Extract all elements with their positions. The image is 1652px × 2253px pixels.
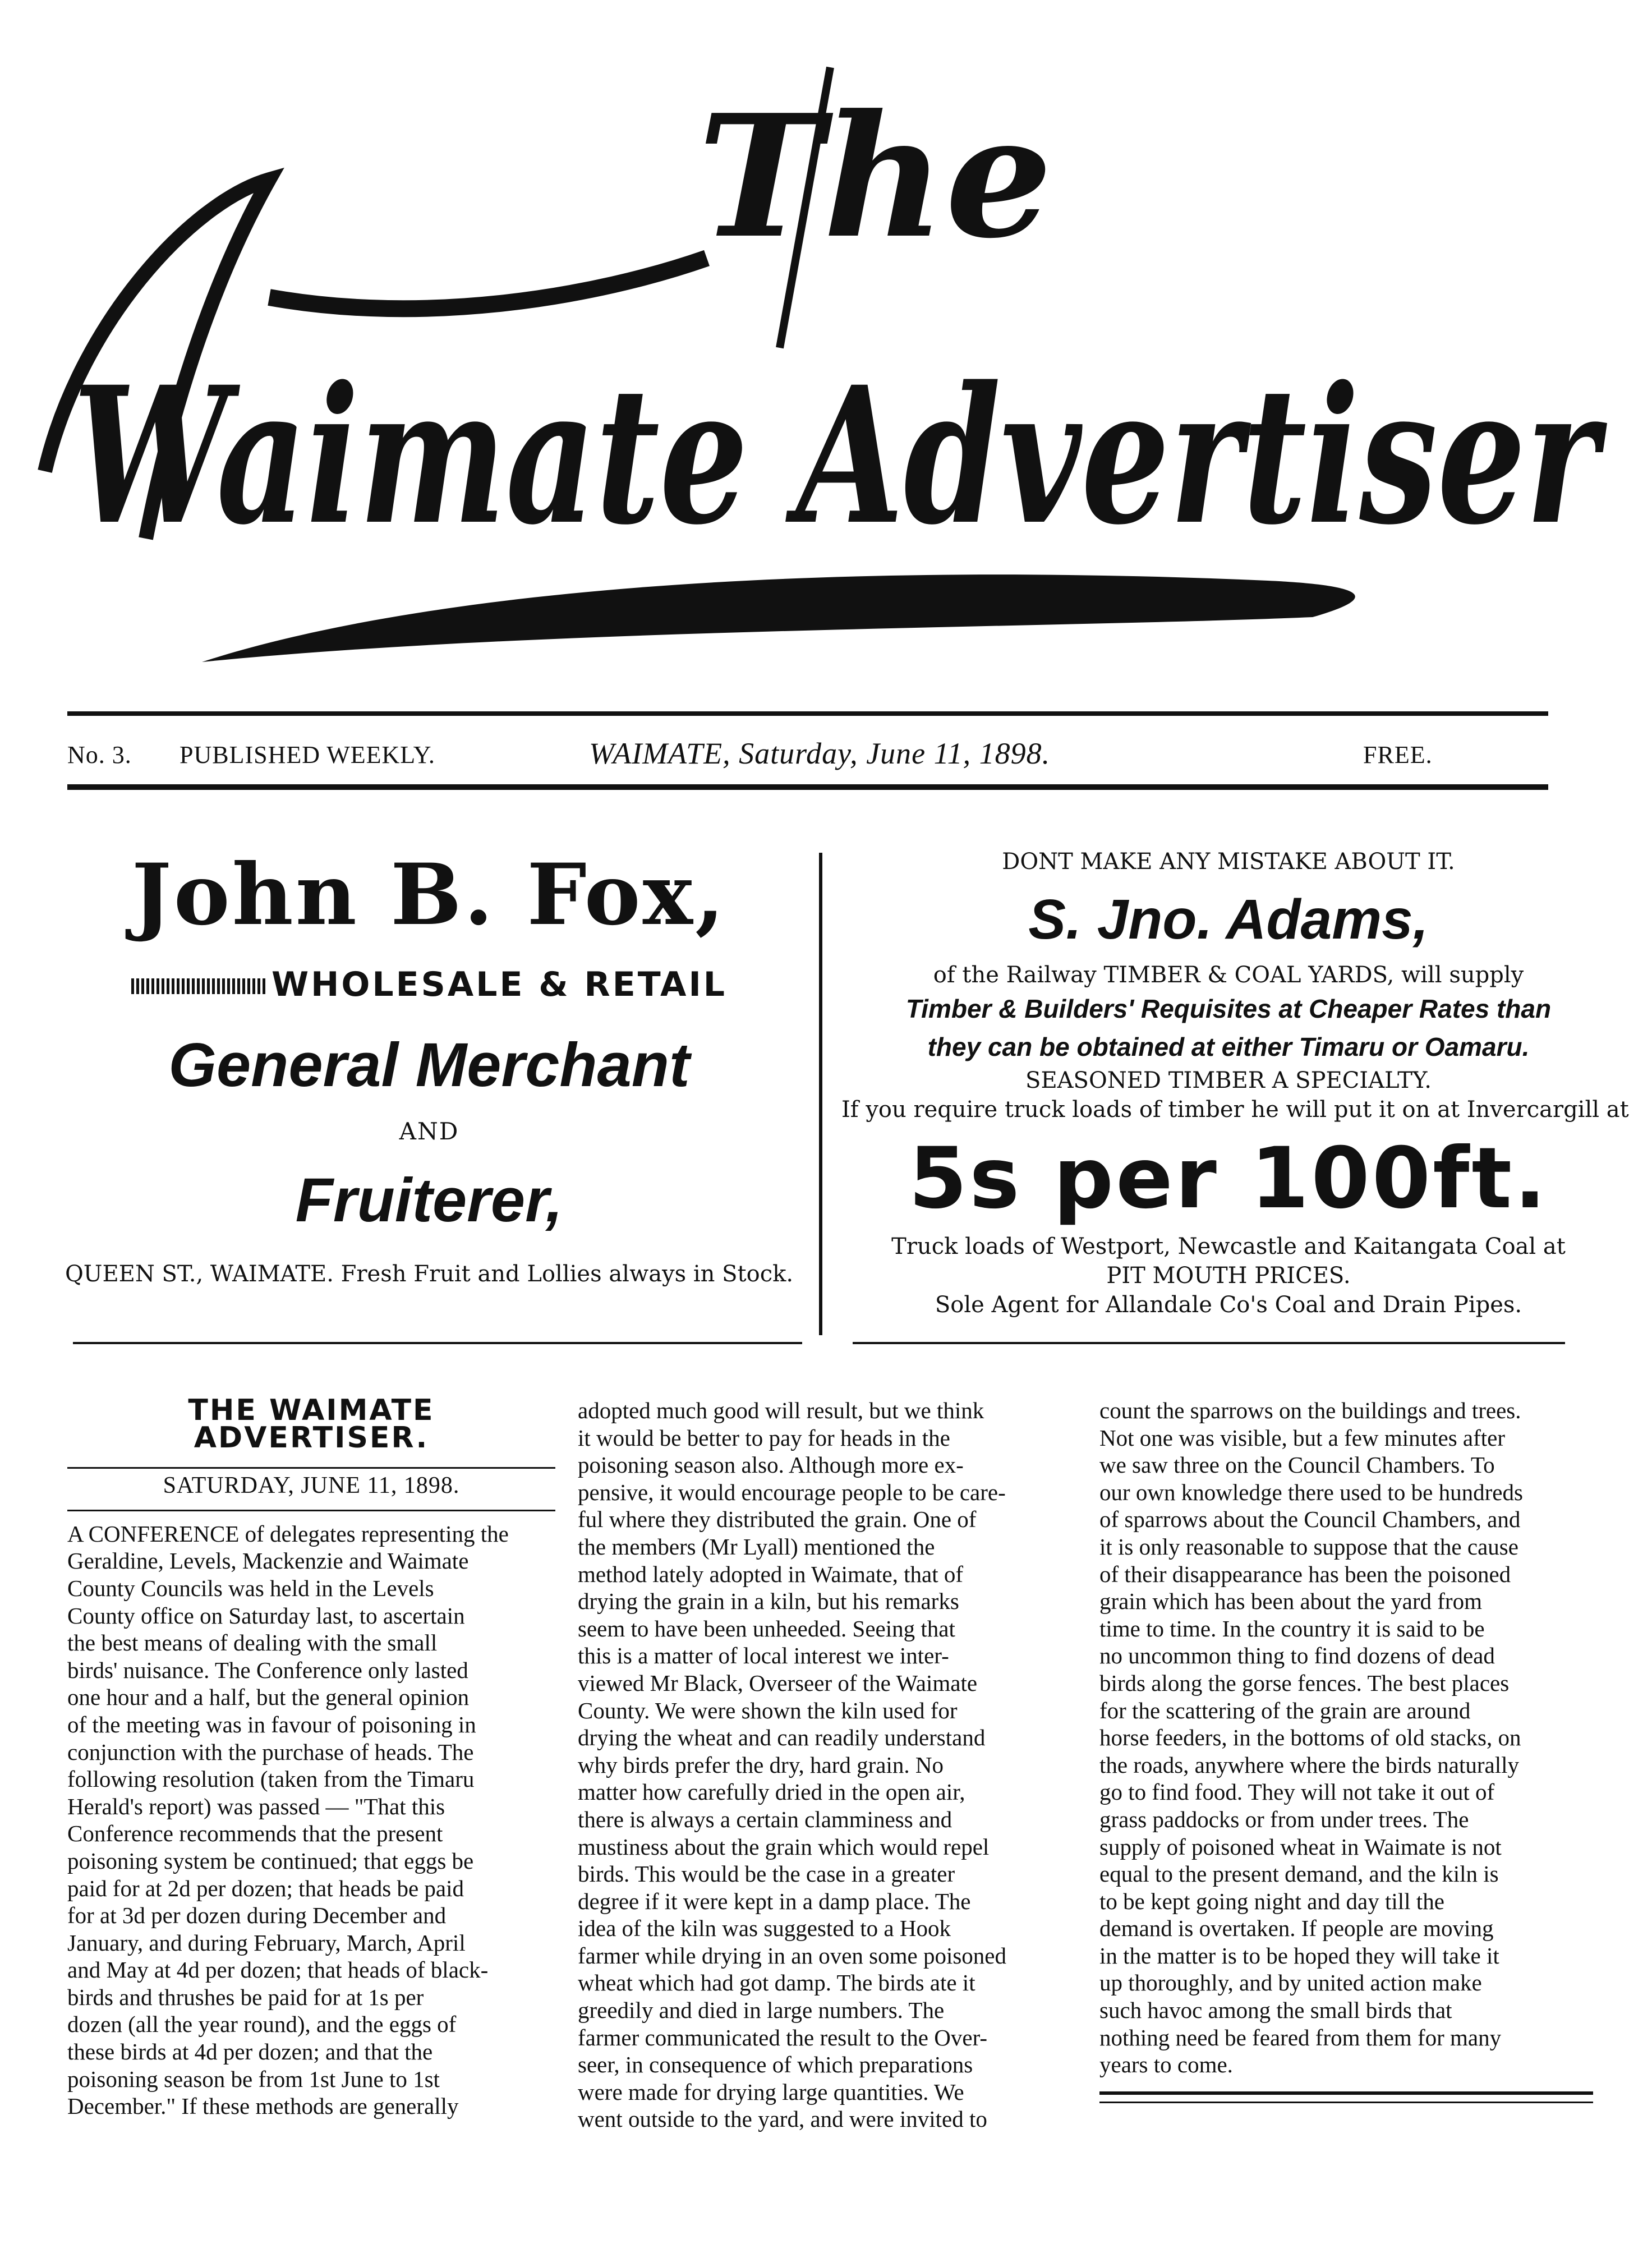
article-line: one hour and a half, but the general opinion: [67, 1684, 470, 1711]
article-line: there is always a certain clamminess and: [578, 1806, 952, 1832]
article-line: grass paddocks or from under trees. The: [1099, 1806, 1469, 1832]
article-line: horse feeders, in the bottoms of old stacks, on: [1099, 1725, 1521, 1751]
article-line: ful where they distributed the grain. One of: [578, 1506, 977, 1533]
masthead-title-the: The: [697, 77, 1053, 275]
fox-trade-ornament: [131, 978, 266, 994]
article-line: we saw three on the Council Chambers. To: [1099, 1452, 1495, 1478]
fox-role-fruiterer: Fruiterer,: [295, 1166, 563, 1235]
dateline-rule-bottom: [67, 784, 1548, 790]
fox-trade: [45, 965, 813, 1004]
article-line: poisoning season also. Although more ex-: [578, 1452, 964, 1478]
article-line: for the scattering of the grain are around: [1099, 1697, 1471, 1723]
article-line: mustiness about the grain which would repel: [578, 1833, 990, 1860]
article-line: greedily and died in large numbers. The: [578, 1997, 945, 2024]
ad-rule-right: [853, 1342, 1565, 1344]
masthead-logo: [34, 34, 1621, 684]
article-line: dozen (all the year round), and the eggs of: [67, 2011, 457, 2038]
article-line: matter how carefully dried in the open air,: [578, 1779, 965, 1805]
article-line: of the meeting was in favour of poisoning in: [67, 1711, 476, 1737]
article-line: were made for drying large quantities. We: [578, 2079, 964, 2105]
article-line: to be kept going night and day till the: [1099, 1888, 1444, 1914]
adams-line3: they can be obtained at either Timaru or Oamaru.: [927, 1032, 1530, 1061]
article-line: seem to have been unheeded. Seeing that: [578, 1615, 955, 1642]
fox-trade-label: WHOLESALE & RETAIL: [271, 965, 728, 1004]
article-line: method lately adopted in Waimate, that of: [578, 1561, 964, 1587]
article-line: it would be better to pay for heads in the: [578, 1424, 950, 1451]
dateline-rule-top: [67, 711, 1548, 716]
article-line: nothing need be feared from them for many: [1099, 2024, 1502, 2050]
article-line: pensive, it would encourage people to be care-: [578, 1479, 1006, 1505]
fox-role-merchant: General Merchant: [168, 1031, 690, 1100]
article-line: in the matter is to be hoped they will take it: [1099, 1942, 1499, 1969]
article-line: farmer communicated the result to the Over-: [578, 2024, 988, 2050]
article-col2-text: [578, 1397, 1071, 2133]
article-line: demand is overtaken. If people are moving: [1099, 1915, 1494, 1942]
article-line: time to time. In the country it is said to be: [1099, 1615, 1485, 1642]
publication-frequency: PUBLISHED WEEKLY.: [180, 741, 435, 769]
article-line: drying the grain in a kiln, but his remarks: [578, 1588, 959, 1615]
article-line: grain which has been about the yard from: [1099, 1588, 1482, 1615]
article-line: up thoroughly, and by united action make: [1099, 1970, 1482, 1996]
article-line: the roads, anywhere where the birds naturally: [1099, 1751, 1519, 1778]
article-line: A CONFERENCE of delegates representing the: [67, 1520, 509, 1547]
adams-line8: Sole Agent for Allandale Co's Coal and Drain Pipes.: [935, 1292, 1522, 1318]
ad-divider: [819, 853, 822, 1335]
article-col1-text: [67, 1520, 555, 2120]
article-column-1: [67, 1394, 555, 2120]
article-line: December." If these methods are generally: [67, 2093, 459, 2119]
article-line: seer, in consequence of which preparations: [578, 2052, 973, 2078]
article-line: Herald's report) was passed — "That this: [67, 1793, 445, 1819]
article-end-rule-1: [1099, 2091, 1593, 2095]
article-line: for at 3d per dozen during December and: [67, 1902, 447, 1929]
fox-address: QUEEN ST., WAIMATE. Fresh Fruit and Lollies always in Stock.: [65, 1261, 794, 1287]
masthead-swash: [202, 574, 1355, 662]
adams-line4: SEASONED TIMBER A SPECIALTY.: [1025, 1068, 1432, 1093]
article-line: of sparrows about the Council Chambers, and: [1099, 1506, 1521, 1533]
article-line: our own knowledge there used to be hundreds: [1099, 1479, 1523, 1505]
article-masthead: THE WAIMATE ADVERTISER.: [188, 1394, 435, 1455]
article-line: birds along the gorse fences. The best places: [1099, 1670, 1510, 1696]
article-line: went outside to the yard, and were invited to: [578, 2106, 987, 2132]
article-line: degree if it were kept in a damp place. The: [578, 1888, 971, 1914]
ad-s-jno-adams: [841, 847, 1629, 1341]
article-line: these birds at 4d per dozen; and that the: [67, 2039, 433, 2065]
article-line: birds. This would be the case in a greater: [578, 1861, 955, 1887]
article-line: birds and thrushes be paid for at 1s per: [67, 1984, 424, 2010]
issue-price: FREE.: [1363, 741, 1433, 769]
adams-price: 5s per 100ft.: [908, 1130, 1549, 1227]
article-line: January, and during February, March, April: [67, 1929, 466, 1956]
ad-rule-left: [73, 1342, 802, 1344]
article-line: years to come.: [1099, 2052, 1233, 2078]
adams-name: S. Jno. Adams,: [1028, 888, 1429, 951]
issue-date: WAIMATE, Saturday, June 11, 1898.: [589, 737, 1051, 770]
article-line: no uncommon thing to find dozens of dead: [1099, 1643, 1495, 1669]
article-masthead-rule: [67, 1467, 555, 1469]
fox-and: AND: [399, 1118, 459, 1145]
article-line: County office on Saturday last, to ascertain: [67, 1602, 465, 1629]
fox-name: John B. Fox,: [131, 845, 727, 944]
article-line: paid for at 2d per dozen; that heads be paid: [67, 1875, 464, 1901]
article-line: drying the wheat and can readily understand: [578, 1725, 986, 1751]
article-line: birds' nuisance. The Conference only lasted: [67, 1657, 468, 1683]
article-line: the members (Mr Lyall) mentioned the: [578, 1533, 935, 1560]
article-col3-text: [1099, 1397, 1593, 2079]
adams-line7: PIT MOUTH PRICES.: [1106, 1263, 1351, 1289]
article-line: this is a matter of local interest we inter-: [578, 1643, 949, 1669]
article-line: such havoc among the small birds that: [1099, 1997, 1452, 2024]
adams-line1: of the Railway TIMBER & COAL YARDS, will supply: [933, 962, 1524, 988]
article-date-rule: [67, 1510, 555, 1511]
article-line: why birds prefer the dry, hard grain. No: [578, 1751, 944, 1778]
ad-john-b-fox: [45, 847, 813, 1341]
article-line: Conference recommends that the present: [67, 1820, 443, 1847]
article-line: Geraldine, Levels, Mackenzie and Waimate: [67, 1548, 469, 1574]
article-line: count the sparrows on the buildings and trees.: [1099, 1397, 1521, 1423]
adams-line6: Truck loads of Westport, Newcastle and Kaitangata Coal at: [891, 1234, 1566, 1259]
article-line: Not one was visible, but a few minutes after: [1099, 1424, 1506, 1451]
article-line: it is only reasonable to suppose that the cause: [1099, 1533, 1518, 1560]
article-line: adopted much good will result, but we think: [578, 1397, 984, 1423]
article-line: supply of poisoned wheat in Waimate is not: [1099, 1833, 1502, 1860]
article-end-rule-2: [1099, 2102, 1593, 2103]
article-line: County Councils was held in the Levels: [67, 1575, 434, 1601]
adams-headline: DONT MAKE ANY MISTAKE ABOUT IT.: [1002, 849, 1455, 875]
article-line: wheat which had got damp. The birds ate it: [578, 1970, 975, 1996]
issue-number: No. 3.: [67, 741, 132, 769]
article-line: and May at 4d per dozen; that heads of black-: [67, 1957, 489, 1983]
article-line: poisoning system be continued; that eggs be: [67, 1847, 474, 1874]
article-line: the best means of dealing with the small: [67, 1630, 438, 1656]
article-line: equal to the present demand, and the kiln is: [1099, 1861, 1499, 1887]
article-line: conjunction with the purchase of heads. The: [67, 1739, 474, 1765]
article-line: go to find food. They will not take it out of: [1099, 1779, 1495, 1805]
adams-line2: Timber & Builders' Requisites at Cheaper Rates than: [905, 994, 1552, 1023]
masthead-title-main: Waimate Advertiser: [73, 346, 1608, 567]
article-line: viewed Mr Black, Overseer of the Waimate: [578, 1670, 978, 1696]
article-date: SATURDAY, JUNE 11, 1898.: [163, 1473, 460, 1499]
article-line: following resolution (taken from the Timaru: [67, 1766, 475, 1792]
article-line: County. We were shown the kiln used for: [578, 1697, 958, 1723]
article-column-2: [578, 1397, 1071, 2133]
adams-line5: If you require truck loads of timber he will put it on at Invercargill at: [841, 1097, 1629, 1123]
article-line: of their disappearance has been the poisoned: [1099, 1561, 1511, 1587]
article-line: poisoning season be from 1st June to 1st: [67, 2066, 440, 2092]
article-line: farmer while drying in an oven some poisoned: [578, 1942, 1007, 1969]
article-column-3: [1099, 1397, 1593, 2079]
article-line: idea of the kiln was suggested to a Hook: [578, 1915, 951, 1942]
